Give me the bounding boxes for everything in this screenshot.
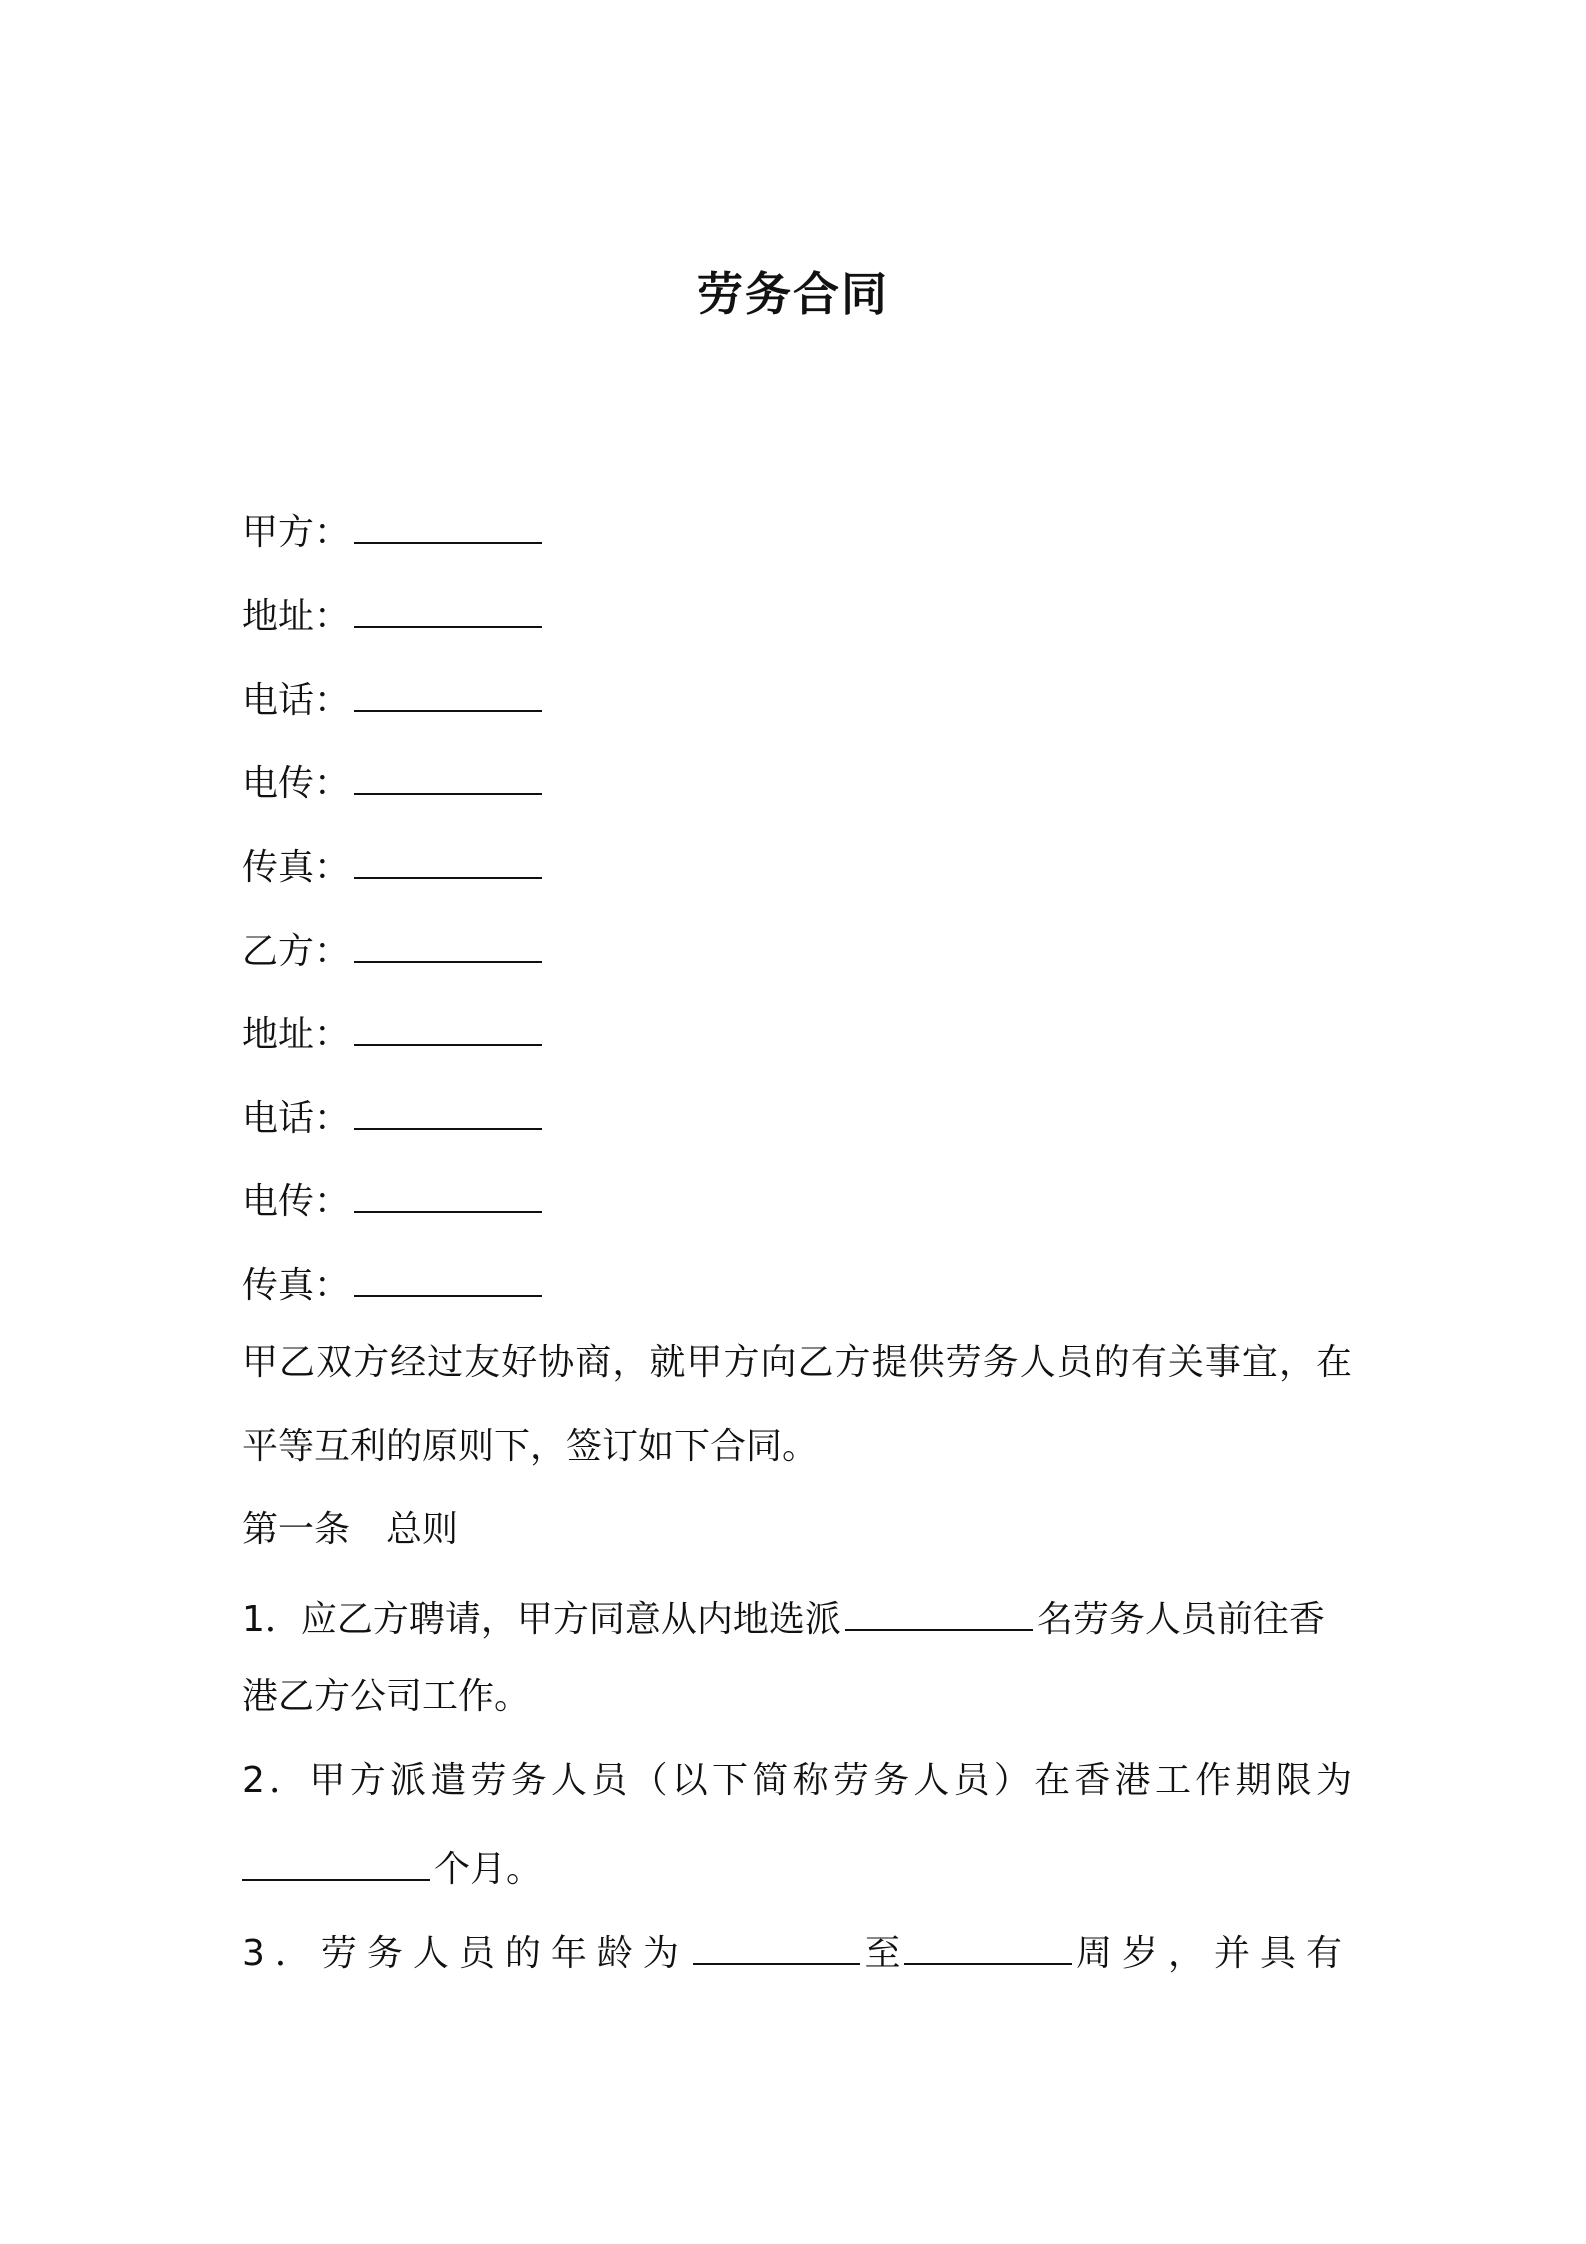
document-title: 劳务合同 — [697, 267, 889, 321]
intro-line-2: 平等互利的原则下，签订如下合同。 — [242, 1426, 819, 1467]
field-label: 电传： — [242, 1181, 351, 1222]
party-a-telex-field — [242, 753, 546, 809]
blank-line[interactable] — [354, 670, 542, 712]
party-b-address-field — [242, 1004, 546, 1060]
blank-line[interactable] — [354, 1088, 542, 1130]
blank-line[interactable] — [354, 586, 542, 628]
blank-line[interactable] — [354, 837, 542, 879]
party-a-phone-field — [242, 670, 546, 726]
article-1-item-1-line-1 — [242, 1589, 1352, 1645]
article-1-item-3-line-1 — [242, 1923, 1352, 1979]
item-text: 周岁，并具有 — [1075, 1933, 1352, 1974]
article-1-item-1-line-2: 港乙方公司工作。 — [242, 1676, 531, 1717]
field-label: 地址： — [242, 596, 351, 637]
item-text: 1．应乙方聘请，甲方同意从内地选派 — [242, 1599, 841, 1640]
party-a-fax-field — [242, 837, 546, 893]
field-label: 地址： — [242, 1014, 351, 1055]
blank-line[interactable] — [354, 1255, 542, 1297]
blank-line[interactable] — [904, 1923, 1072, 1965]
item-text: 名劳务人员前往香 — [1036, 1599, 1325, 1640]
party-b-name-field — [242, 921, 546, 977]
intro-line-1: 甲乙双方经过友好协商，就甲方向乙方提供劳务人员的有关事宜，在 — [242, 1342, 1352, 1383]
field-label: 甲方： — [242, 512, 351, 553]
party-b-telex-field — [242, 1171, 546, 1227]
party-a-address-field — [242, 586, 546, 642]
field-label: 乙方： — [242, 931, 351, 972]
party-a-name-field — [242, 502, 546, 558]
article-1-item-2-line-2 — [242, 1839, 1352, 1895]
field-label: 电传： — [242, 763, 351, 804]
field-label: 传真： — [242, 847, 351, 888]
item-text: 至 — [864, 1933, 901, 1974]
blank-line[interactable] — [354, 1004, 542, 1046]
article-1-heading: 第一条 总则 — [242, 1509, 459, 1550]
blank-line[interactable] — [354, 502, 542, 544]
item-text: 个月。 — [434, 1849, 543, 1890]
field-label: 电话： — [242, 1098, 351, 1139]
blank-line[interactable] — [845, 1589, 1033, 1631]
blank-line[interactable] — [354, 753, 542, 795]
party-b-fax-field — [242, 1255, 546, 1311]
field-label: 传真： — [242, 1265, 351, 1306]
item-text: 3．劳务人员的年龄为 — [242, 1933, 689, 1974]
party-b-phone-field — [242, 1088, 546, 1144]
blank-line[interactable] — [354, 921, 542, 963]
field-label: 电话： — [242, 680, 351, 721]
article-1-item-2-line-1: 2．甲方派遣劳务人员（以下简称劳务人员）在香港工作期限为 — [242, 1760, 1352, 1801]
blank-line[interactable] — [242, 1839, 430, 1881]
blank-line[interactable] — [354, 1171, 542, 1213]
blank-line[interactable] — [693, 1923, 861, 1965]
